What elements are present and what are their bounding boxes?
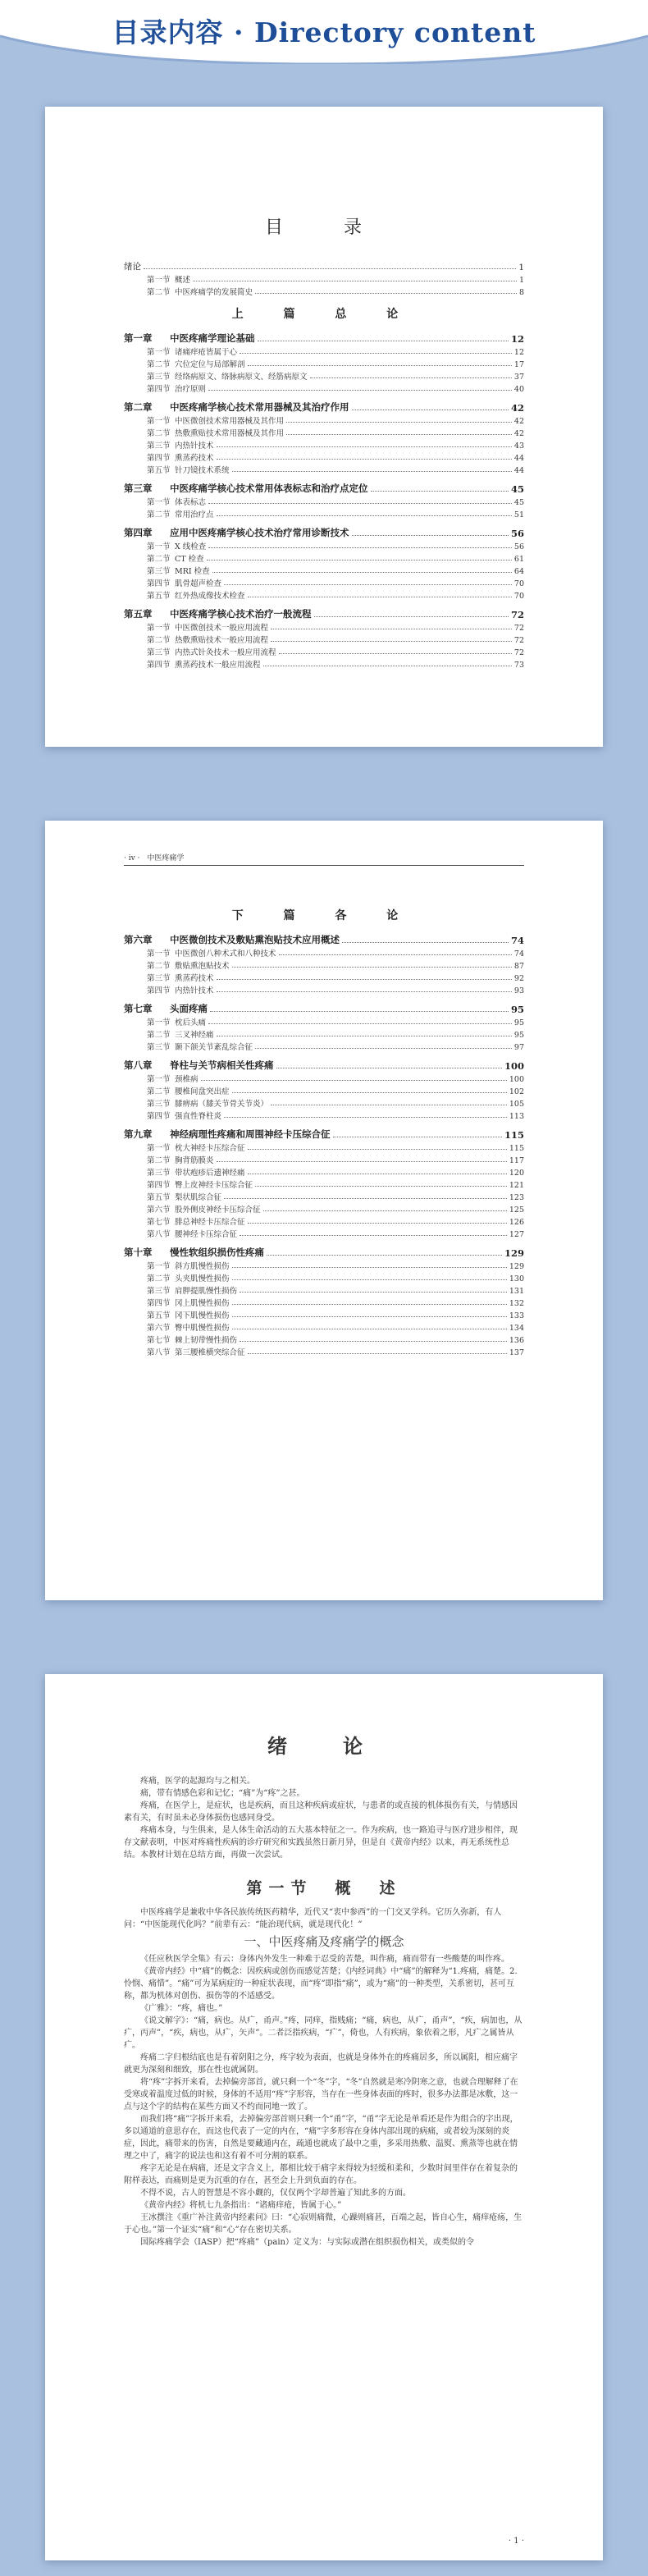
toc-entry-page: 95 — [513, 1031, 524, 1040]
toc-entry-page: 117 — [509, 1156, 524, 1165]
toc-entry-number: 第二节 — [147, 1274, 171, 1283]
toc-entry-page: 1 — [518, 276, 524, 285]
toc-section-row[interactable] — [124, 426, 524, 438]
toc-intro-page: 1 — [518, 263, 524, 272]
toc-section-row[interactable] — [124, 1178, 524, 1190]
page-number: · 1 · — [508, 2537, 524, 2546]
toc-entry-label: 常用治疗点 — [175, 510, 214, 519]
toc-entry-page: 113 — [509, 1112, 524, 1121]
toc-entry-page: 64 — [513, 567, 524, 576]
toc-entry-page: 17 — [513, 360, 524, 369]
toc-entry-page: 131 — [509, 1287, 524, 1296]
toc-entry-number: 第一节 — [147, 1144, 171, 1153]
running-head: · iv · 中医疼痛学 — [124, 852, 524, 866]
toc-entry-page: 42 — [513, 417, 524, 426]
toc-entry-number: 第四节 — [147, 661, 171, 670]
toc-entry-page: 45 — [513, 498, 524, 507]
toc-section-row[interactable] — [124, 657, 524, 670]
paragraph: 痛，带有情感色彩和记忆；“痛”为“疼”之甚。 — [140, 1789, 305, 1798]
toc-entry-page: 95 — [513, 1018, 524, 1027]
toc-section-row[interactable] — [124, 1202, 524, 1215]
toc-entry-label: 中医微创技术及敷贴熏泡贴技术应用概述 — [170, 934, 340, 945]
header-banner — [0, 0, 648, 64]
toc-entry-page: 115 — [509, 1144, 524, 1153]
toc-entry-label: 带状疱疹后遗神经痛 — [175, 1169, 245, 1178]
toc-entry-label: 概述 — [175, 276, 191, 285]
toc-section-row[interactable] — [124, 539, 524, 551]
toc-entry-number: 第一节 — [147, 949, 171, 959]
toc-entry-page: 44 — [513, 466, 524, 475]
toc-entry-page: 127 — [509, 1230, 524, 1239]
toc-entry-label: 经络病原文、络脉病原文、经筋病原文 — [175, 373, 308, 382]
toc-entry-label: 熏蒸药技术一般应用流程 — [175, 661, 261, 670]
toc-entry-number: 第四节 — [147, 385, 171, 394]
toc-section-row[interactable] — [124, 1283, 524, 1296]
toc-entry-label: 腰神经卡压综合征 — [175, 1230, 238, 1239]
toc-section-row[interactable] — [124, 1271, 524, 1283]
toc-section-row[interactable] — [124, 1227, 524, 1239]
toc-entry-page: 100 — [509, 1075, 524, 1084]
subsection-title: 一、中医疼痛及疼痛学的概念 — [244, 1934, 404, 1949]
toc-entry-number: 第一节 — [147, 276, 171, 285]
toc-entry-page: 45 — [510, 483, 524, 495]
toc-entry-page: 12 — [510, 333, 524, 345]
toc-entry-page: 102 — [509, 1087, 524, 1096]
toc-entry-page: 100 — [504, 1060, 524, 1072]
toc-entry-label: 股外侧皮神经卡压综合征 — [175, 1206, 261, 1215]
toc-section-row[interactable] — [124, 1259, 524, 1271]
toc-entry-number: 第四节 — [147, 454, 171, 463]
toc-section-row[interactable] — [124, 382, 524, 394]
toc-section-row[interactable] — [124, 369, 524, 382]
toc-entry-number: 第四节 — [147, 1299, 171, 1308]
toc-entry-label: 熏蒸药技术 — [175, 974, 214, 983]
toc-section-row[interactable] — [124, 414, 524, 426]
toc-entry-number: 第四节 — [147, 1112, 171, 1121]
toc-chapters-upper — [124, 328, 524, 670]
toc-section-row[interactable] — [124, 1072, 524, 1084]
toc-section-row[interactable] — [124, 357, 524, 369]
paragraph: 将“疼”字拆开来看，去掉偏旁部首，就只剩一个“冬”字，“冬”自然就是寒冷阴寒之意，也就合理解释了在受寒或着温度过低的时候，身体的不适用“疼”字形容，当存在一些身体表面的疼时，很多办法都是冰敷，这一点与这个字的结构在某些方面又不约而同地一致了。 — [124, 2078, 518, 2112]
toc-section-row[interactable] — [124, 1084, 524, 1096]
toc-entry-number: 第二节 — [147, 636, 171, 645]
toc-section-row[interactable] — [124, 1345, 524, 1357]
toc-entry-number: 第五章 — [124, 608, 153, 620]
toc-entry-label: 内热针技术 — [175, 442, 214, 451]
toc-entry-label: 冈下肌慢性损伤 — [175, 1311, 230, 1320]
toc-section-row[interactable] — [124, 1109, 524, 1121]
toc-entry-number: 第一节 — [147, 348, 171, 357]
toc-entry-label: X 线检查 — [175, 542, 207, 551]
toc-entry-number: 第三节 — [147, 648, 171, 657]
toc-entry-label: 臀上皮神经卡压综合征 — [175, 1181, 253, 1190]
toc-section-row[interactable] — [124, 463, 524, 475]
toc-entry-number: 第三节 — [147, 567, 171, 576]
toc-entry-number: 第十章 — [124, 1247, 153, 1258]
toc-entry-page: 137 — [509, 1348, 524, 1357]
toc-entry-page: 72 — [513, 624, 524, 633]
toc-entry-number: 第三节 — [147, 1043, 171, 1052]
toc-upper — [124, 213, 524, 670]
toc-entry-number: 第二节 — [147, 962, 171, 971]
toc-entry-page: 97 — [513, 1043, 524, 1052]
paragraph: 王冰撰注《重广补注黄帝内经素问》曰：“心寂则痛微，心躁则痛甚，百端之起，皆自心生，痛痒疮疡，生于心也。”第一个证实“痛”和“心”存在密切关系。 — [124, 2213, 523, 2235]
toc-entry-number: 第八节 — [147, 1348, 171, 1357]
toc-entry-label: 枕后头痛 — [175, 1018, 207, 1027]
toc-entry-label: 第三腰椎横突综合征 — [175, 1348, 245, 1357]
banner-title: 目录内容 · Directory content — [112, 16, 536, 48]
toc-entry-page: 129 — [504, 1247, 524, 1259]
paragraph: 《黄帝内经》中“痛”的概念：因疾病或创伤而感觉苦楚；《内经词典》中“痛”的解释为“1.疼痛，痛楚。2.怜悯、痛惜”。“痛”可为某病症的一种症状表现，而“疼”即指“痛”，或为“痛”的一种类型，关系密切，甚可互称，都为机体对创伤、损伤等的不适感受。 — [124, 1967, 518, 2001]
toc-entry-number: 第二节 — [147, 288, 171, 297]
toc-page-1 — [45, 107, 603, 747]
toc-entry-page: 123 — [509, 1193, 524, 1202]
toc-section-row[interactable] — [124, 345, 524, 357]
toc-entry-label: 神经病理性疼痛和周围神经卡压综合征 — [170, 1128, 331, 1140]
toc-entry-number: 第一节 — [147, 1075, 171, 1084]
intro-title: 绪 论 — [267, 1734, 381, 1758]
paragraph: 《广雅》：“疼，痛也。” — [140, 2004, 223, 2013]
toc-entry-number: 第三节 — [147, 373, 171, 382]
toc-intro-sections — [124, 272, 524, 297]
toc-chapter-row[interactable] — [124, 1242, 524, 1259]
toc-entry-label: 胸背筋膜炎 — [175, 1156, 214, 1165]
toc-entry-label: 中医疼痛学核心技术常用器械及其治疗作用 — [170, 401, 349, 413]
toc-section-row[interactable] — [124, 1040, 524, 1052]
toc-section-row[interactable] — [124, 1141, 524, 1153]
toc-entry-number: 第四章 — [124, 527, 153, 538]
toc-entry-page: 132 — [509, 1299, 524, 1308]
toc-entry-label: 体表标志 — [175, 498, 207, 507]
toc-entry-label: 中医微创技术一般应用流程 — [175, 624, 269, 633]
toc-entry-number: 第二节 — [147, 555, 171, 564]
toc-entry-label: 臀中肌慢性损伤 — [175, 1324, 230, 1333]
paragraph: 《黄帝内经》将机七九条指出：“诸痛痒疮，皆属于心。” — [140, 2201, 342, 2210]
toc-entry-page: 72 — [513, 636, 524, 645]
paragraph: 疼痛二字归根结底也是有着阴阳之分，疼字较为表面，也就是身体外在的疼痛居多，所以属阳，相应痛字就更为深刻和细致，那在性也就属阴。 — [124, 2053, 518, 2075]
toc-entry-label: 头夹肌慢性损伤 — [175, 1274, 230, 1283]
toc-chapter-row[interactable] — [124, 328, 524, 345]
toc-intro-row[interactable] — [124, 260, 524, 272]
toc-lower — [124, 899, 524, 1357]
toc-section-row[interactable] — [124, 620, 524, 633]
toc-entry-number: 第七节 — [147, 1218, 171, 1227]
toc-entry-number: 第二节 — [147, 510, 171, 519]
toc-entry-label: 中医微创八种术式和八种技术 — [175, 949, 276, 959]
toc-entry-page: 51 — [513, 510, 524, 519]
toc-section-row[interactable] — [124, 1165, 524, 1178]
toc-entry-number: 第三节 — [147, 1169, 171, 1178]
toc-entry-number: 第五节 — [147, 466, 171, 475]
toc-entry-label: 内热式针灸技术一般应用流程 — [175, 648, 276, 657]
toc-entry-label: 慢性软组织损伤性疼痛 — [170, 1247, 264, 1258]
paragraph: 而我们将“痛”字拆开来看，去掉偏旁部首则只剩一个“甬”字，“甬”字无论是单看还是作为组合的字出现，多以通道的意思存在，而这也代表了一定的内在，“痛”字多形容在身体内部出现的病痛，或者较为深刻的炎症，因此，痛带来的伤害，自然是要藏通内在，疏通也就成了最中之重，多采用热敷、温熨、熏蒸等也就在情理之中了，痛字的说法也和这有着不可分割的联系。 — [124, 2115, 518, 2161]
paragraph: 疼痛，医学的起源均与之相关。 — [140, 1777, 255, 1786]
toc-entry-page: 56 — [510, 528, 524, 539]
toc-entry-page: 105 — [509, 1100, 524, 1109]
toc-entry-page: 42 — [513, 429, 524, 438]
toc-chapter-row[interactable] — [124, 999, 524, 1015]
toc-section-row[interactable] — [124, 946, 524, 959]
toc-entry-label: 热敷熏贴技术一般应用流程 — [175, 636, 269, 645]
toc-entry-label: 中医疼痛学的发展简史 — [175, 288, 253, 297]
toc-entry-number: 第一节 — [147, 417, 171, 426]
toc-entry-number: 第一节 — [147, 1018, 171, 1027]
toc-entry-number: 第二节 — [147, 1031, 171, 1040]
toc-entry-label: 中医微创技术常用器械及其作用 — [175, 417, 285, 426]
toc-section-row[interactable] — [124, 1215, 524, 1227]
toc-chapter-row[interactable] — [124, 604, 524, 620]
toc-entry-number: 第二节 — [147, 429, 171, 438]
paragraph: 《说文解字》：“痛，病也。从疒，甬声。”疼，同痒，指贱痛；“痛，病也，从疒，甬声”，“疾，病加也，从疒，丙声”，“疾，病也，从疒，矢声”。二者泛指疾病，“疒”，倚也，人有疾病，象依着之形，凡疒之属皆从疒。 — [124, 2016, 523, 2050]
toc-entry-number: 第四节 — [147, 579, 171, 588]
toc-section-row[interactable] — [124, 272, 524, 285]
toc-title: 目 录 — [264, 217, 383, 238]
toc-entry-number: 第一节 — [147, 1262, 171, 1271]
toc-section-row[interactable] — [124, 451, 524, 463]
toc-section-row[interactable] — [124, 576, 524, 588]
toc-entry-number: 第六节 — [147, 1206, 171, 1215]
body-paragraphs — [124, 1953, 524, 2249]
toc-entry-number: 第三节 — [147, 442, 171, 451]
paragraph: 《任应秋医学全集》有云：身体内外发生一种难于忍受的苦楚，叫作痛，痛而带有一些酸楚的叫作疼。 — [140, 1955, 509, 1964]
toc-entry-label: 棘上韧带慢性损伤 — [175, 1336, 238, 1345]
toc-entry-page: 42 — [510, 402, 524, 414]
paragraph: 疼字无论是在病痛，还是文字含义上，都相比较于痛字来得较为轻缓和柔和，少数时间里伴存在着复杂的附样表达，而痛则是更为沉重的存在，甚至会上升到负面的存在。 — [124, 2164, 518, 2185]
toc-section-row[interactable] — [124, 971, 524, 983]
toc-entry-number: 第三节 — [147, 1100, 171, 1109]
toc-entry-number: 第二节 — [147, 1087, 171, 1096]
toc-entry-page: 70 — [513, 579, 524, 588]
toc-entry-page: 87 — [513, 962, 524, 971]
toc-entry-label: CT 检查 — [175, 555, 204, 564]
toc-section-row[interactable] — [124, 983, 524, 995]
toc-entry-page: 72 — [510, 609, 524, 620]
toc-entry-number: 第八章 — [124, 1059, 153, 1071]
toc-entry-number: 第九章 — [124, 1128, 153, 1140]
toc-entry-number: 第二节 — [147, 1156, 171, 1165]
toc-section-row[interactable] — [124, 438, 524, 451]
toc-section-row[interactable] — [124, 285, 524, 297]
toc-entry-label: 梨状肌综合征 — [175, 1193, 222, 1202]
toc-entry-number: 第六节 — [147, 1324, 171, 1333]
toc-section-row[interactable] — [124, 507, 524, 519]
toc-chapter-row[interactable] — [124, 523, 524, 539]
toc-section-row[interactable] — [124, 1190, 524, 1202]
toc-entry-page: 95 — [510, 1004, 524, 1015]
toc-chapters-lower — [124, 930, 524, 1357]
toc-page-2 — [45, 821, 603, 1600]
toc-entry-number: 第一章 — [124, 332, 153, 344]
toc-entry-page: 74 — [510, 935, 524, 946]
toc-entry-number: 第五节 — [147, 592, 171, 601]
toc-entry-label: 热敷熏贴技术常用器械及其作用 — [175, 429, 285, 438]
toc-section-row[interactable] — [124, 1027, 524, 1040]
toc-entry-page: 37 — [513, 373, 524, 382]
intro-content — [124, 1734, 524, 2249]
toc-entry-number: 第三章 — [124, 483, 153, 494]
toc-entry-label: MRI 检查 — [175, 567, 210, 576]
toc-entry-number: 第八节 — [147, 1230, 171, 1239]
toc-entry-page: 92 — [513, 974, 524, 983]
toc-entry-number: 第三节 — [147, 974, 171, 983]
toc-entry-label: 诸痛痒疮皆属于心 — [175, 348, 238, 357]
toc-entry-label: 内热针技术 — [175, 986, 214, 995]
toc-entry-page: 125 — [509, 1206, 524, 1215]
paragraph: 疼痛本身，与生俱来，是人体生命活动的五大基本特征之一。作为疾病，也一路追寻与医疗进步相伴，现存文献表明，中医对疼痛性疾病的诊疗研究和实践虽然日新月异，但是自《黄帝内经》以来，再无系统性总结。本教材计划在总结方面，再做一次尝试。 — [124, 1826, 518, 1860]
toc-section-row[interactable] — [124, 1015, 524, 1027]
toc-entry-page: 115 — [504, 1129, 524, 1141]
toc-section-row[interactable] — [124, 959, 524, 971]
toc-entry-page: 126 — [509, 1218, 524, 1227]
toc-chapter-row[interactable] — [124, 1124, 524, 1141]
toc-entry-page: 134 — [509, 1324, 524, 1333]
toc-entry-number: 第七节 — [147, 1336, 171, 1345]
toc-entry-label: 穴位定位与局部解剖 — [175, 360, 245, 369]
toc-entry-page: 121 — [509, 1181, 524, 1190]
toc-section-row[interactable] — [124, 633, 524, 645]
toc-entry-number: 第一节 — [147, 498, 171, 507]
toc-entry-label: 腰椎间盘突出症 — [175, 1087, 230, 1096]
toc-entry-label: 中医疼痛学核心技术常用体表标志和治疗点定位 — [170, 483, 368, 494]
toc-entry-label: 头面疼痛 — [170, 1003, 208, 1014]
toc-entry-label: 熏蒸药技术 — [175, 454, 214, 463]
toc-section-row[interactable] — [124, 564, 524, 576]
section-intro: 中医疼痛学是兼收中华各民族传统医药精华，近代又“衷中参西”的一门交叉学科。它历久弥新，有人问：“中医能现代化吗？”前辈有云：“能治现代病，就是现代化！” — [124, 1908, 502, 1929]
toc-entry-page: 43 — [513, 442, 524, 451]
toc-entry-label: 三叉神经痛 — [175, 1031, 214, 1040]
toc-entry-page: 56 — [513, 542, 524, 551]
toc-entry-label: 脊柱与关节病相关性疼痛 — [170, 1059, 274, 1071]
toc-entry-page: 73 — [513, 661, 524, 670]
toc-entry-number: 第四节 — [147, 1181, 171, 1190]
toc-entry-label: 枕大神经卡压综合征 — [175, 1144, 245, 1153]
toc-entry-label: 颈椎病 — [175, 1075, 199, 1084]
toc-entry-page: 133 — [509, 1311, 524, 1320]
toc-entry-number: 第七章 — [124, 1003, 153, 1014]
toc-section-row[interactable] — [124, 1296, 524, 1308]
toc-entry-label: 红外热成像技术检查 — [175, 592, 245, 601]
toc-intro-label: 绪论 — [124, 262, 141, 272]
paragraph: 国际疼痛学会（IASP）把“疼痛”（pain）定义为：与实际或潜在组织损伤相关，或类似的令 — [140, 2238, 474, 2247]
intro-paragraphs — [124, 1775, 524, 1861]
toc-entry-label: 强直性脊柱炎 — [175, 1112, 222, 1121]
toc-entry-label: 中医疼痛学理论基础 — [170, 332, 255, 344]
toc-entry-number: 第三节 — [147, 1287, 171, 1296]
toc-entry-number: 第四节 — [147, 986, 171, 995]
toc-entry-label: 中医疼痛学核心技术治疗一般流程 — [170, 608, 312, 620]
toc-section-row[interactable] — [124, 1096, 524, 1109]
toc-entry-label: 斜方肌慢性损伤 — [175, 1262, 230, 1271]
toc-entry-number: 第二节 — [147, 360, 171, 369]
toc-section-row[interactable] — [124, 588, 524, 601]
toc-entry-label: 肩胛提肌慢性损伤 — [175, 1287, 238, 1296]
toc-entry-label: 膝痹病（膝关节骨关节炎） — [175, 1100, 269, 1109]
toc-section-row[interactable] — [124, 551, 524, 564]
toc-entry-number: 第六章 — [124, 934, 153, 945]
toc-entry-label: 冈上肌慢性损伤 — [175, 1299, 230, 1308]
toc-entry-page: 136 — [509, 1336, 524, 1345]
toc-entry-page: 130 — [509, 1274, 524, 1283]
toc-entry-page: 72 — [513, 648, 524, 657]
part-upper-title: 上 篇 总 论 — [231, 308, 417, 321]
toc-section-row[interactable] — [124, 1320, 524, 1333]
toc-entry-page: 74 — [513, 949, 524, 959]
toc-entry-page: 61 — [513, 555, 524, 564]
toc-entry-label: 应用中医疼痛学核心技术治疗常用诊断技术 — [170, 527, 349, 538]
toc-entry-number: 第一节 — [147, 542, 171, 551]
toc-entry-number: 第二章 — [124, 401, 153, 413]
toc-entry-number: 第五节 — [147, 1193, 171, 1202]
toc-entry-page: 70 — [513, 592, 524, 601]
toc-section-row[interactable] — [124, 645, 524, 657]
toc-entry-label: 颞下颌关节紊乱综合征 — [175, 1043, 253, 1052]
toc-chapter-row[interactable] — [124, 930, 524, 946]
paragraph: 不得不说，古人的智慧是不容小觑的，仅仅两个字却普遍了知此多的方面。 — [140, 2189, 411, 2198]
toc-entry-page: 120 — [509, 1169, 524, 1178]
toc-chapter-row[interactable] — [124, 397, 524, 414]
toc-entry-label: 敷贴熏泡贴技术 — [175, 962, 230, 971]
toc-entry-label: 肌骨超声检查 — [175, 579, 222, 588]
toc-section-row[interactable] — [124, 1153, 524, 1165]
toc-entry-page: 12 — [513, 348, 524, 357]
paragraph: 疼痛，在医学上，是症状，也是疾病，而且这种疾病或症状，与患者的或直接的机体损伤有关，与情感因素有关，有时虽未必身体损伤也感同身受。 — [124, 1801, 518, 1823]
toc-entry-number: 第一节 — [147, 624, 171, 633]
toc-entry-page: 40 — [513, 385, 524, 394]
section-title: 第一节 概 述 — [246, 1879, 402, 1897]
toc-chapter-row[interactable] — [124, 1055, 524, 1072]
toc-section-row[interactable] — [124, 495, 524, 507]
part-lower-title: 下 篇 各 论 — [231, 909, 417, 922]
toc-entry-label: 治疗原则 — [175, 385, 207, 394]
toc-chapter-row[interactable] — [124, 478, 524, 495]
toc-entry-page: 8 — [518, 288, 524, 297]
toc-entry-number: 第五节 — [147, 1311, 171, 1320]
toc-entry-page: 44 — [513, 454, 524, 463]
toc-entry-label: 腓总神经卡压综合征 — [175, 1218, 245, 1227]
toc-entry-label: 针刀镜技术系统 — [175, 466, 230, 475]
toc-entry-page: 93 — [513, 986, 524, 995]
intro-page — [45, 1674, 603, 2560]
toc-entry-page: 129 — [509, 1262, 524, 1271]
toc-section-row[interactable] — [124, 1308, 524, 1320]
toc-section-row[interactable] — [124, 1333, 524, 1345]
